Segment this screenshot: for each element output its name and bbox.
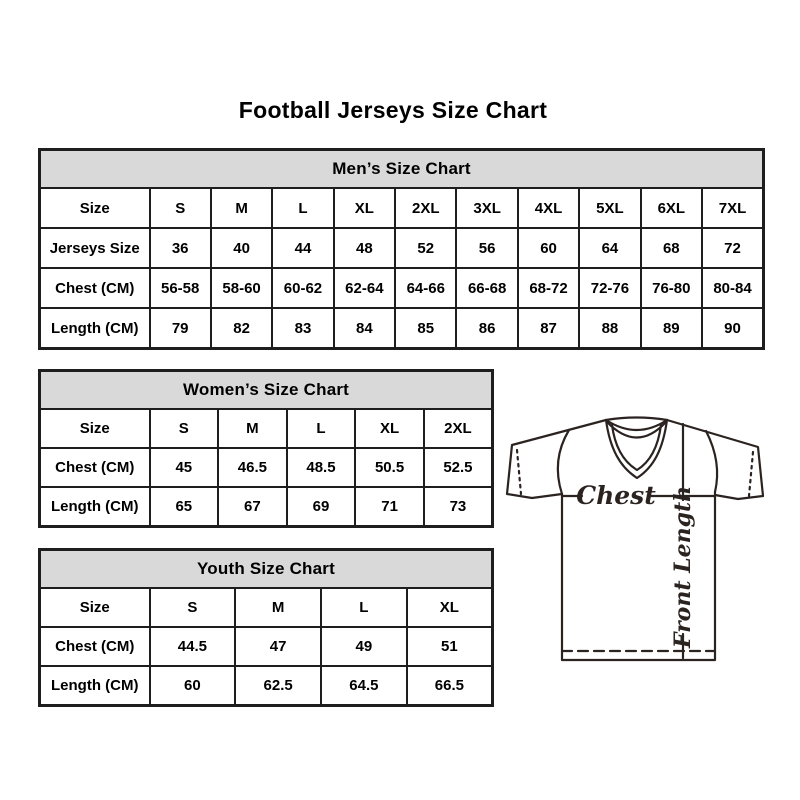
table-cell: 65 bbox=[150, 487, 219, 527]
table-header-row bbox=[40, 371, 493, 410]
table-row bbox=[40, 666, 493, 706]
table-cell: S bbox=[150, 409, 219, 448]
table-cell: 86 bbox=[456, 308, 517, 349]
table-row bbox=[40, 627, 493, 666]
page-title: Football Jerseys Size Chart bbox=[238, 97, 548, 123]
row-label: Length (CM) bbox=[40, 308, 150, 349]
table-cell: 7XL bbox=[702, 188, 763, 228]
row-label: Jerseys Size bbox=[40, 228, 150, 268]
table-cell: L bbox=[321, 588, 407, 627]
table-cell: 90 bbox=[702, 308, 763, 349]
table-cell: 4XL bbox=[518, 188, 579, 228]
row-label: Size bbox=[40, 588, 150, 627]
table-cell: 82 bbox=[211, 308, 272, 349]
chest-label: Chest bbox=[576, 481, 656, 510]
table-cell: 88 bbox=[579, 308, 640, 349]
table-cell: 68 bbox=[641, 228, 702, 268]
table-cell: 73 bbox=[424, 487, 493, 527]
table-row bbox=[40, 409, 493, 448]
womens-size-table bbox=[38, 369, 494, 528]
table-cell: 64.5 bbox=[321, 666, 407, 706]
table-title: Youth Size Chart bbox=[40, 550, 493, 589]
table-cell: S bbox=[150, 588, 236, 627]
table-cell: 68-72 bbox=[518, 268, 579, 308]
table-cell: 89 bbox=[641, 308, 702, 349]
table-row bbox=[40, 268, 764, 308]
table-cell: 51 bbox=[407, 627, 493, 666]
table-row bbox=[40, 487, 493, 527]
row-label: Length (CM) bbox=[40, 666, 150, 706]
table-cell: 50.5 bbox=[355, 448, 424, 487]
table-cell: 5XL bbox=[579, 188, 640, 228]
table-cell: 72-76 bbox=[579, 268, 640, 308]
row-label: Chest (CM) bbox=[40, 268, 150, 308]
table-cell: 72 bbox=[702, 228, 763, 268]
table-cell: 62.5 bbox=[235, 666, 321, 706]
jersey-diagram-svg bbox=[505, 404, 765, 668]
table-row bbox=[40, 228, 764, 268]
table-cell: 71 bbox=[355, 487, 424, 527]
table-cell: 84 bbox=[334, 308, 395, 349]
table-cell: 44.5 bbox=[150, 627, 236, 666]
table-cell: 60-62 bbox=[272, 268, 333, 308]
table-cell: 47 bbox=[235, 627, 321, 666]
table-cell: L bbox=[287, 409, 356, 448]
table-cell: XL bbox=[334, 188, 395, 228]
table-cell: 56-58 bbox=[150, 268, 211, 308]
table-cell: M bbox=[218, 409, 287, 448]
table-cell: L bbox=[272, 188, 333, 228]
table-cell: XL bbox=[407, 588, 493, 627]
table-cell: 2XL bbox=[395, 188, 456, 228]
row-label: Size bbox=[40, 188, 150, 228]
table-cell: 60 bbox=[518, 228, 579, 268]
table-cell: 66-68 bbox=[456, 268, 517, 308]
table-cell: 80-84 bbox=[702, 268, 763, 308]
table-cell: 60 bbox=[150, 666, 236, 706]
row-label: Chest (CM) bbox=[40, 448, 150, 487]
table-cell: 87 bbox=[518, 308, 579, 349]
table-header-row bbox=[40, 550, 493, 589]
table-cell: 48.5 bbox=[287, 448, 356, 487]
table-title: Women’s Size Chart bbox=[40, 371, 493, 410]
table-row bbox=[40, 588, 493, 627]
table-cell: 49 bbox=[321, 627, 407, 666]
row-label: Length (CM) bbox=[40, 487, 150, 527]
jersey-right-cuff-dotted-line bbox=[749, 452, 753, 496]
table-cell: 64-66 bbox=[395, 268, 456, 308]
table-cell: 2XL bbox=[424, 409, 493, 448]
jersey-right-sleeve-seam bbox=[706, 431, 717, 492]
table-cell: 83 bbox=[272, 308, 333, 349]
jersey-measurement-diagram bbox=[505, 404, 765, 668]
table-cell: 44 bbox=[272, 228, 333, 268]
table-cell: M bbox=[235, 588, 321, 627]
table-cell: 40 bbox=[211, 228, 272, 268]
table-cell: 36 bbox=[150, 228, 211, 268]
table-cell: M bbox=[211, 188, 272, 228]
front-length-label: Front Length bbox=[670, 485, 696, 649]
jersey-left-cuff-dotted-line bbox=[517, 450, 521, 494]
table-cell: 69 bbox=[287, 487, 356, 527]
table-cell: 79 bbox=[150, 308, 211, 349]
table-cell: 58-60 bbox=[211, 268, 272, 308]
row-label: Size bbox=[40, 409, 150, 448]
table-header-row bbox=[40, 150, 764, 189]
table-cell: 46.5 bbox=[218, 448, 287, 487]
table-cell: 6XL bbox=[641, 188, 702, 228]
table-cell: 62-64 bbox=[334, 268, 395, 308]
table-cell: XL bbox=[355, 409, 424, 448]
jersey-collar-top bbox=[606, 418, 667, 421]
table-cell: 76-80 bbox=[641, 268, 702, 308]
mens-size-table bbox=[38, 148, 765, 350]
table-row bbox=[40, 188, 764, 228]
table-cell: 56 bbox=[456, 228, 517, 268]
table-cell: 48 bbox=[334, 228, 395, 268]
table-cell: 3XL bbox=[456, 188, 517, 228]
row-label: Chest (CM) bbox=[40, 627, 150, 666]
table-cell: 52.5 bbox=[424, 448, 493, 487]
table-cell: 52 bbox=[395, 228, 456, 268]
table-cell: S bbox=[150, 188, 211, 228]
table-cell: 45 bbox=[150, 448, 219, 487]
youth-size-table bbox=[38, 548, 494, 707]
table-row bbox=[40, 308, 764, 349]
table-cell: 85 bbox=[395, 308, 456, 349]
jersey-left-sleeve-seam bbox=[558, 430, 569, 494]
table-row bbox=[40, 448, 493, 487]
table-title: Men’s Size Chart bbox=[40, 150, 764, 189]
table-cell: 66.5 bbox=[407, 666, 493, 706]
table-cell: 67 bbox=[218, 487, 287, 527]
table-cell: 64 bbox=[579, 228, 640, 268]
